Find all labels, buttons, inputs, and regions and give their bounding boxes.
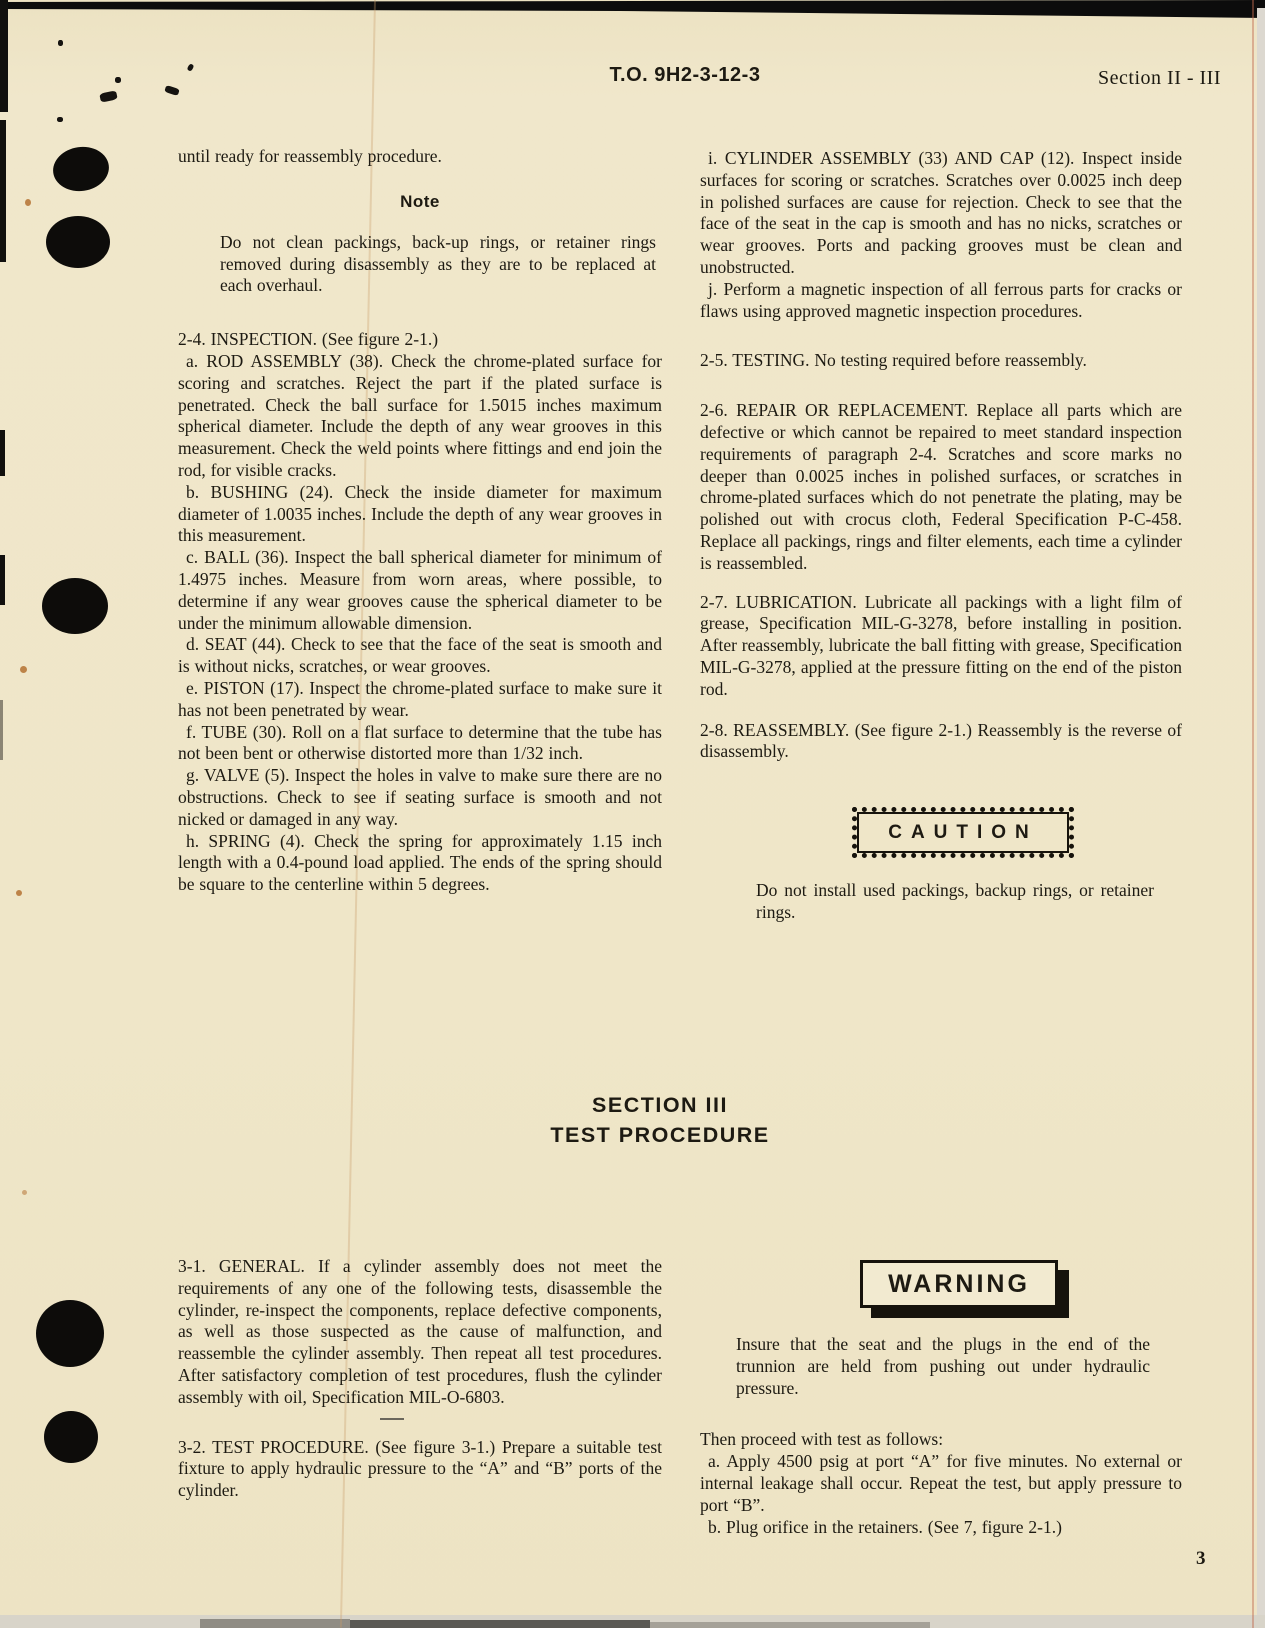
paragraph-2-4 [178,329,662,896]
left-scan-edge [0,700,3,760]
paragraph-2-4-title: 2-4. INSPECTION. (See figure 2-1.) [178,329,439,350]
caution-box [852,807,1074,858]
document-number: T.O. 9H2-3-12-3 [609,64,761,86]
paragraph-3-1: 3-1. GENERAL. If a cylinder assembly does not meet the requirements of any one of the following tests, disassemble the cylinder, re-inspect the components, replace defective components, as well as those suspected as the cause of malfunction, and reassemble the cylinder assembly. Then repeat all test procedures. After satisfactory completion of test procedures, flush the cylinder assembly with oil, Specification MIL-O-6803. [178,1256,662,1407]
punch-hole [44,1411,98,1463]
left-scan-edge [0,0,8,112]
section-header: Section II - III [1098,67,1221,89]
left-scan-edge [0,555,5,605]
rust-speck [22,1190,27,1195]
warning-box [860,1260,1058,1308]
ink-speck [57,117,63,122]
inspection-item-b: b. BUSHING (24). Check the inside diameter for maximum diameter of 1.0035 inches. Include the depth of any wear grooves in this measurement. [178,481,662,546]
punch-hole [50,143,112,194]
note-body: Do not clean packings, back-up rings, or retainer rings removed during disassembly as they are to be replaced at each overhaul. [220,231,656,296]
rust-speck [16,890,22,896]
lower-left-column [178,1256,662,1502]
inspection-item-j: j. Perform a magnetic inspection of all ferrous parts for cracks or flaws using approved magnetic inspection procedures. [700,278,1182,321]
ink-speck [99,90,117,102]
upper-left-column [178,146,662,896]
proceed-line: Then proceed with test as follows: [700,1429,944,1450]
inspection-item-i: i. CYLINDER ASSEMBLY (33) AND CAP (12). Inspect inside surfaces for scoring or scratches. Scratches over 0.0025 inch deep in polished surfaces are cause for rejection. Check to see that the face of the seat in the cap is smooth and has no nicks, scratches or wear grooves. Ports and packing grooves must be clean and unobstructed. [700,148,1182,277]
bottom-scan-shadow [650,1622,930,1628]
ink-speck [58,40,63,46]
inspection-item-e: e. PISTON (17). Inspect the chrome-plated surface to make sure it has not been penetrated by wear. [178,677,662,720]
paragraph-3-2: 3-2. TEST PROCEDURE. (See figure 3-1.) Prepare a suitable test fixture to apply hydraulic pressure to the “A” and “B” ports of the cylinder. [178,1436,662,1501]
punch-hole [42,578,108,634]
test-item-b: b. Plug orifice in the retainers. (See 7, figure 2-1.) [708,1516,1062,1537]
punch-hole [36,1300,104,1367]
bottom-scan-shadow [350,1620,650,1628]
inspection-item-d: d. SEAT (44). Check to see that the face of the seat is smooth and is without nicks, scratches, or wear grooves. [178,634,662,677]
paragraph-2-7: 2-7. LUBRICATION. Lubricate all packings with a light film of grease, Specification MIL-G-3278, before installing in position. After reassembly, lubricate the ball fitting with grease, Specification MIL-G-3278, applied at the pressure fitting on the end of the piston rod. [700,591,1183,699]
paper-crease [1252,0,1254,1628]
rust-speck [25,199,31,206]
note-title: Note [400,191,440,211]
upper-right-column [700,148,1182,924]
page-number: 3 [1196,1548,1206,1569]
inspection-item-f: f. TUBE (30). Roll on a flat surface to determine that the tube has not been bent or otherwise distorted more than 1/32 inch. [178,721,662,764]
stray-dash-mark [380,1418,404,1420]
inspection-item-c: c. BALL (36). Inspect the ball spherical diameter for minimum of 1.4975 inches. Measure from worn areas, where possible, to determine if any wear grooves cause the spherical diameter to be under the minimum allowable dimension. [178,547,662,633]
bottom-scan-shadow [200,1619,350,1628]
warning-label: WARNING [888,1270,1030,1298]
top-scan-bar [0,0,1265,22]
caution-body: Do not install used packings, backup rings, or retainer rings. [756,880,1154,922]
right-scan-edge [1257,8,1265,1628]
paragraph-2-8: 2-8. REASSEMBLY. (See figure 2-1.) Reassembly is the reverse of disassembly. [700,719,1182,762]
warning-body: Insure that the seat and the plugs in the end of the trunnion are held from pushing out under hydraulic pressure. [736,1334,1150,1398]
left-scan-edge [0,430,5,476]
section-3-title-line1: SECTION III [592,1093,728,1117]
intro-paragraph: until ready for reassembly procedure. [178,146,442,166]
inspection-item-a: a. ROD ASSEMBLY (38). Check the chrome-plated surface for scoring and scratches. Reject the part if the plated surface is penetrated. Check the ball surface for 1.5015 inches maximum spherical diameter. Include the depth of any wear grooves in this measurement. Check the weld points where fittings and end join the rod, for visible cracks. [178,350,662,480]
inspection-item-g: g. VALVE (5). Inspect the holes in valve to make sure there are no obstructions. Check to see if seating surface is smooth and not nicked or damaged in any way. [178,765,662,829]
rust-speck [20,666,27,673]
caution-label: CAUTION [888,822,1038,844]
inspection-item-h: h. SPRING (4). Check the spring for approximately 1.15 inch length with a 0.4-pound load applied. The ends of the spring should be square to the centerline within 5 degrees. [178,830,662,895]
lower-right-column [700,1258,1182,1538]
paragraph-2-5: 2-5. TESTING. No testing required before reassembly. [700,350,1087,371]
section-3-heading [350,1090,970,1150]
punch-hole [46,216,110,268]
section-3-title-line2: TEST PROCEDURE [550,1123,770,1147]
left-scan-edge [0,120,6,262]
paragraph-2-6: 2-6. REPAIR OR REPLACEMENT. Replace all parts which are defective or which cannot be repaired to meet standard inspection requirements of paragraph 2-4. Scratches and score marks no deeper than 0.0025 inches in polished surfaces, or scratches in chrome-plated surfaces which do not penetrate the plating, may be polished out with crocus cloth, Federal Specification P-C-458. Replace all packings, rings and filter elements, each time a cylinder is reassembled. [700,400,1182,573]
test-item-a: a. Apply 4500 psig at port “A” for five minutes. No external or internal leakage shall occur. Repeat the test, but apply pressure to port “B”. [700,1451,1182,1515]
